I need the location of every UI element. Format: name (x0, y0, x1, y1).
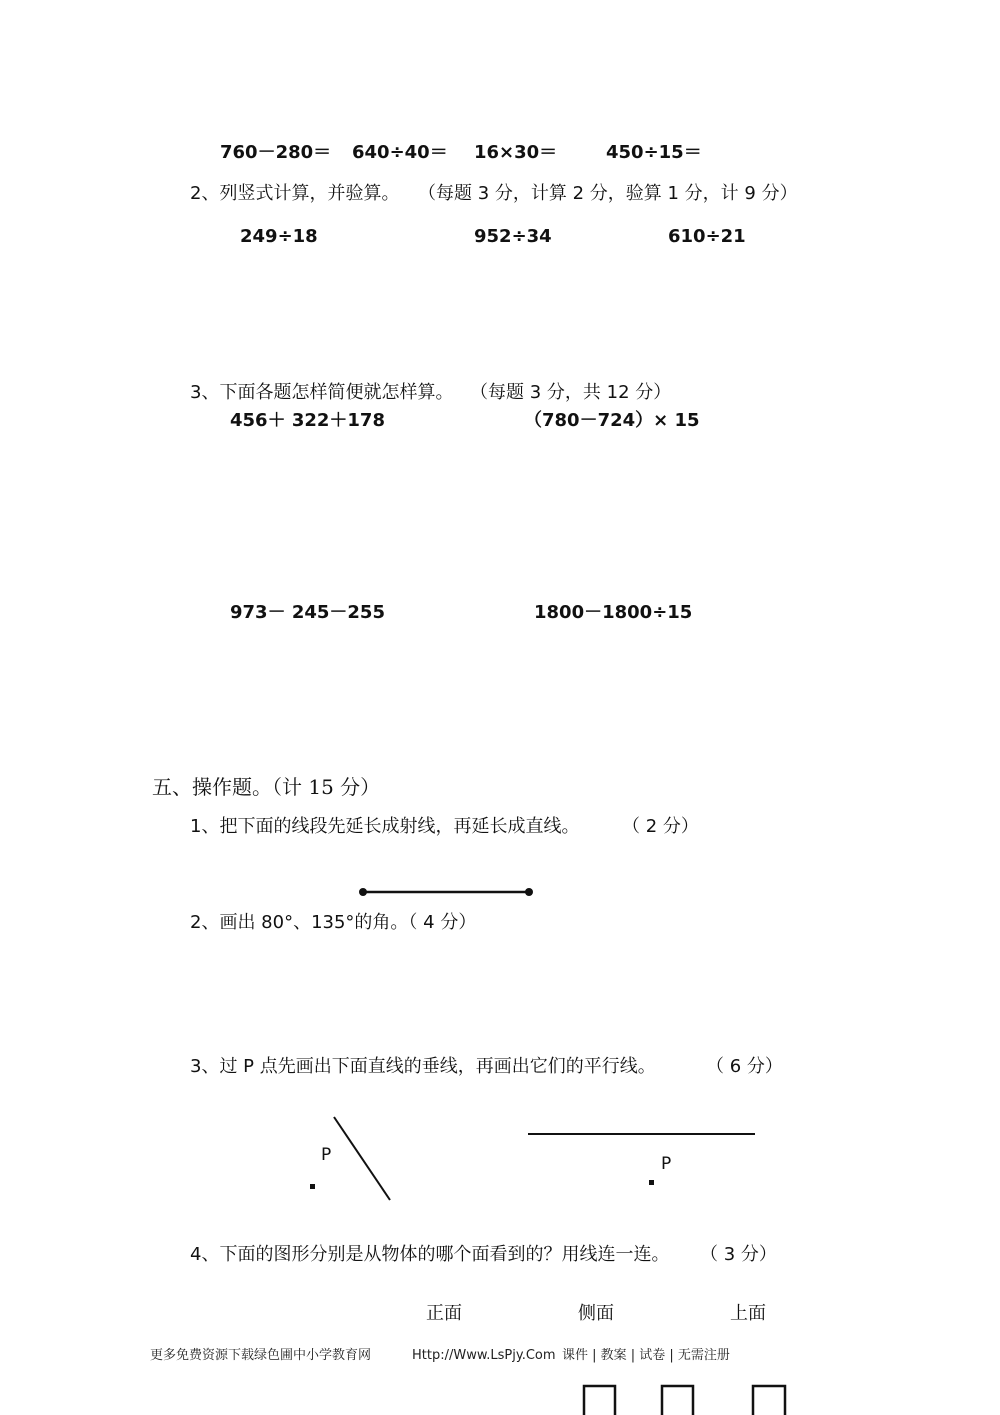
q2-note: （每题 3 分，计算 2 分，验算 1 分，计 9 分） (418, 183, 798, 204)
calc-16x30: 16×30＝ (474, 142, 558, 163)
footer-links: 课件 | 教案 | 试卷 | 无需注册 (562, 1348, 730, 1363)
point-p-right (649, 1180, 654, 1185)
view-shape-top (753, 1386, 785, 1415)
q3-item-2: （780－724）× 15 (524, 410, 700, 431)
face-top-label: 上面 (730, 1303, 766, 1324)
q2-title: 2、列竖式计算，并验算。 (190, 183, 400, 204)
segment-endpoint-right (525, 888, 533, 896)
face-side-label: 侧面 (578, 1303, 614, 1324)
face-front-label: 正面 (426, 1303, 462, 1324)
point-p-label-left: P (321, 1145, 332, 1165)
q3-title: 3、下面各题怎样简便就怎样算。 (190, 382, 454, 403)
slanted-line (334, 1117, 390, 1200)
calc-640-40: 640÷40＝ (352, 142, 448, 163)
view-shape-front (584, 1386, 615, 1415)
q3-item-4: 1800－1800÷15 (534, 602, 693, 623)
q3-item-1: 456＋ 322＋178 (230, 410, 385, 431)
s5-q1-title: 1、把下面的线段先延长成射线，再延长成直线。 (190, 816, 580, 837)
view-shape-side (662, 1386, 693, 1415)
section5-heading: 五、操作题。（计 15 分） (152, 775, 381, 799)
s5-q2-title: 2、画出 80°、135°的角。（ 4 分） (190, 912, 477, 933)
footer-url[interactable]: Http://Www.LsPjy.Com (412, 1348, 556, 1363)
s5-q4-score: （ 3 分） (700, 1244, 777, 1265)
q3-item-3: 973－ 245－255 (230, 602, 385, 623)
q2-item-3: 610÷21 (668, 226, 746, 247)
q2-item-1: 249÷18 (240, 226, 318, 247)
footer-text: 更多免费资源下载绿色圃中小学教育网 (150, 1348, 372, 1363)
s5-q4-title: 4、下面的图形分别是从物体的哪个面看到的？用线连一连。 (190, 1244, 670, 1265)
point-p-label-right: P (661, 1154, 672, 1174)
segment-endpoint-left (359, 888, 367, 896)
calc-760-280: 760－280＝ (220, 142, 332, 163)
s5-q3-score: （ 6 分） (706, 1056, 783, 1077)
q2-item-2: 952÷34 (474, 226, 552, 247)
q3-note: （每题 3 分，共 12 分） (470, 382, 672, 403)
s5-q1-score: （ 2 分） (622, 816, 699, 837)
point-p-left (310, 1184, 315, 1189)
calc-450-15: 450÷15＝ (606, 142, 702, 163)
s5-q3-title: 3、过 P 点先画出下面直线的垂线，再画出它们的平行线。 (190, 1056, 656, 1077)
